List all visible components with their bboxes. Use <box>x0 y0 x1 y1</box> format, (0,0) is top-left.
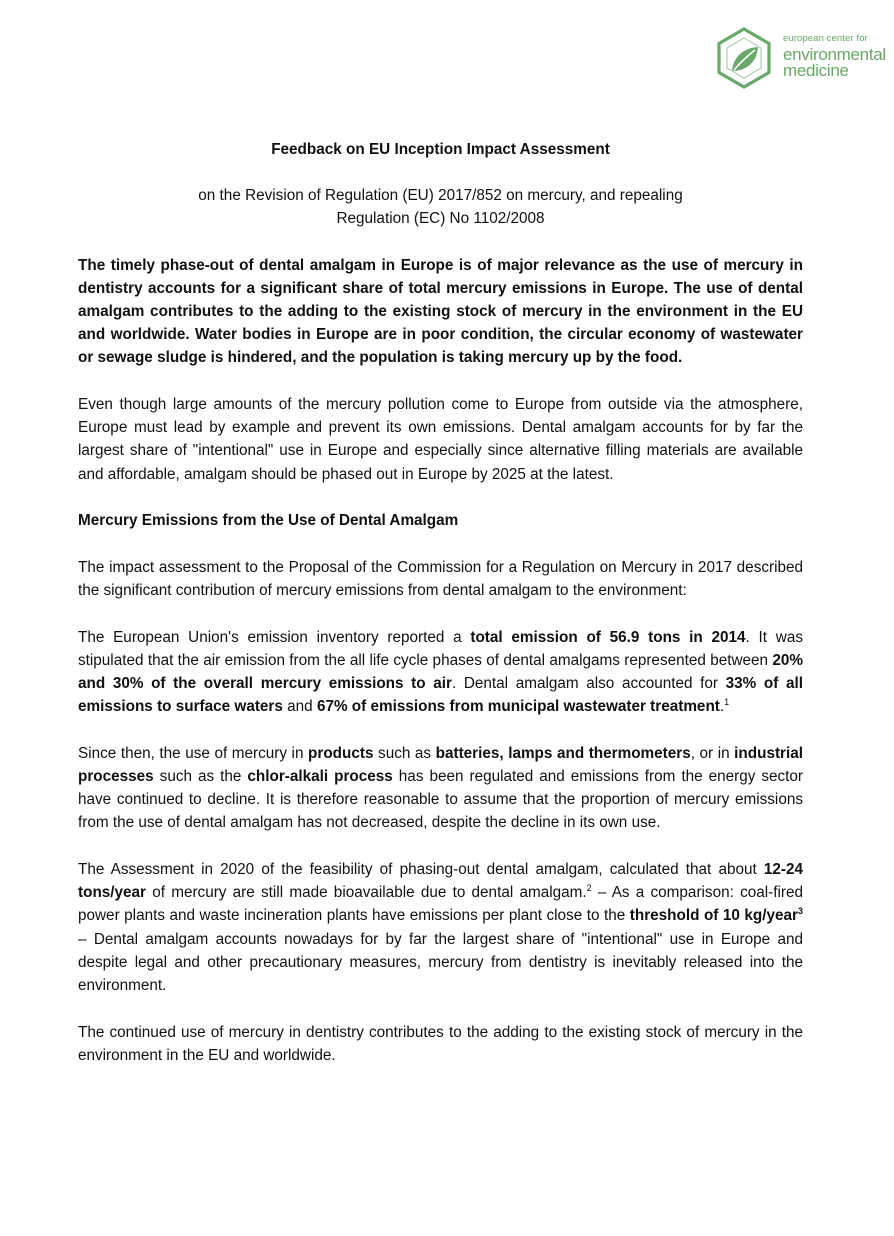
text-span: such as <box>373 744 436 762</box>
text-span: . <box>719 698 725 716</box>
logo-name-line2: medicine <box>783 60 849 80</box>
logo-tagline: european center for <box>783 33 868 44</box>
footnote-ref-3: 3 <box>797 906 803 917</box>
text-span: . Dental amalgam also accounted for <box>451 675 726 693</box>
bold-span: threshold of 10 kg/year <box>629 907 798 925</box>
logo-name-line1: environmental <box>783 44 886 64</box>
text-span: such as the <box>153 768 248 786</box>
text-span: . It was stipulated that the air emission from the all life cycle phases of dental amalgams represented between <box>78 628 803 669</box>
paragraph-outside-pollution: Even though large amounts of the mercury pollution come to Europe from outside via the atmosphere, Europe must lead by example and prevent its own emissions. Dental amalgam accounts for by far the largest share of "intentional" use in Europe and especially since alternative filling materials are available and affordable, amalgam should be phased out in Europe by 2025 at the latest. <box>78 396 803 483</box>
paragraph-regulated-uses <box>78 742 803 835</box>
text-span: Since then, the use of mercury in <box>78 744 309 762</box>
bold-span: 67% of emissions from municipal wastewater treatment <box>316 698 720 716</box>
text-span: and <box>282 698 317 716</box>
bold-span: batteries, lamps and thermometers <box>435 744 691 762</box>
organization-logo <box>712 26 884 90</box>
bold-span: 12-24 tons/year <box>78 861 803 902</box>
bold-span: chlor-alkali process <box>247 768 393 786</box>
bold-span: 33% of all emissions to surface waters <box>78 675 804 716</box>
text-span: , or in <box>690 744 735 762</box>
text-span: has been regulated and emissions from the energy sector have continued to decline. It is therefore reasonable to assume that the proportion of mercury emissions from the use of dental amalgam has not decreased, despite the decline in its own use. <box>78 768 804 832</box>
hexagon-leaf-icon <box>712 26 776 90</box>
paragraph-emission-inventory <box>78 626 803 719</box>
paragraph-impact-assessment: The impact assessment to the Proposal of the Commission for a Regulation on Mercury in 2017 described the significant contribution of mercury emissions from dental amalgam to the environment: <box>78 558 803 600</box>
subtitle-line-2: Regulation (EC) No 1102/2008 <box>336 210 545 228</box>
text-span: – Dental amalgam accounts nowadays for by far the largest share of "intentional" use in Europe and despite legal and other precautionary measures, mercury from dentistry is inevitably released into the environment. <box>78 930 803 995</box>
paragraph-feasibility-assessment <box>78 858 803 997</box>
document-body <box>78 138 803 1090</box>
logo-wordmark <box>783 34 886 79</box>
paragraph-conclusion: The continued use of mercury in dentistry contributes to the adding to the existing stock of mercury in the environment in the EU and worldwide. <box>78 1023 803 1064</box>
bold-span: 20% and 30% of the overall mercury emissions to air <box>78 651 803 693</box>
document-title: Feedback on EU Inception Impact Assessment <box>271 141 610 158</box>
footnote-ref-1: 1 <box>724 697 730 708</box>
text-span: – As a comparison: coal-fired power plants and waste incineration plants have emissions per plant close to the <box>78 884 803 925</box>
bold-span: total emission of 56.9 tons in 2014 <box>470 628 746 646</box>
document-subtitle <box>78 184 803 230</box>
intro-paragraph: The timely phase-out of dental amalgam in Europe is of major relevance as the use of mercury in dentistry accounts for a significant share of total mercury emissions in Europe. The use of dental amalgam contributes to the adding to the existing stock of mercury in the environment in the EU and worldwide. Water bodies in Europe are in poor condition, the circular economy of wastewater or sewage sludge is hindered, and the population is taking mercury up by the food. <box>78 256 803 367</box>
bold-span: industrial processes <box>78 744 804 786</box>
text-span: of mercury are still made bioavailable due to dental amalgam. <box>146 884 587 902</box>
footnote-ref-2: 2 <box>586 883 592 894</box>
subtitle-line-1: on the Revision of Regulation (EU) 2017/852 on mercury, and repealing <box>198 187 683 205</box>
text-span: The European Union's emission inventory reported a <box>78 628 471 646</box>
bold-span: products <box>308 744 374 762</box>
section-heading: Mercury Emissions from the Use of Dental Amalgam <box>78 512 459 530</box>
text-span: The Assessment in 2020 of the feasibility of phasing-out dental amalgam, calculated that about <box>78 861 764 879</box>
